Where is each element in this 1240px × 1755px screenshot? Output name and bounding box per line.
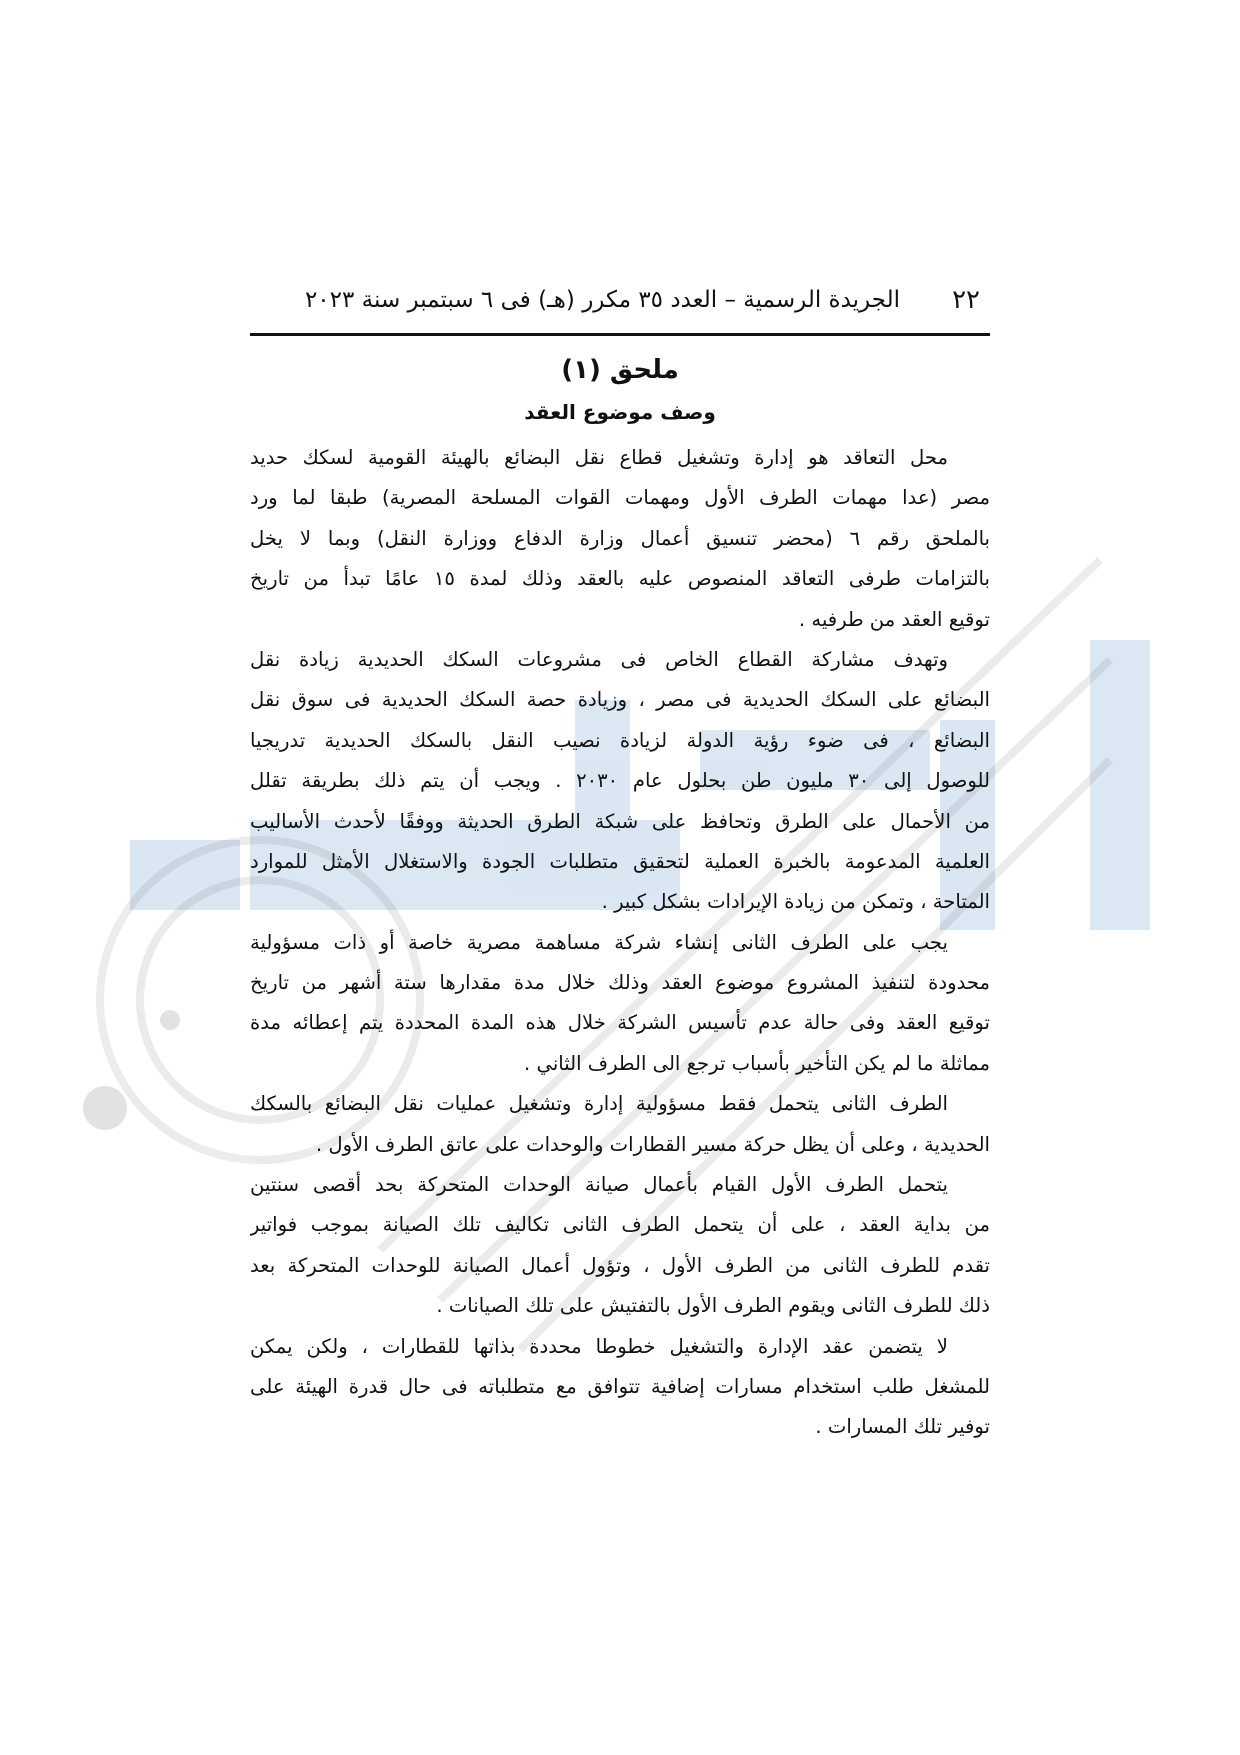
text-line: تقدم للطرف الثانى من الطرف الأول ، وتؤول أعمال الصيانة للوحدات المتحركة بعد — [250, 1253, 990, 1277]
text-line: بالملحق رقم ٦ (محضر تنسيق أعمال وزارة الدفاع ووزارة النقل) وبما لا يخل — [250, 526, 990, 550]
annex-title: ملحق (١) — [561, 355, 679, 385]
page-number: ٢٢ — [952, 285, 980, 315]
text-line: محدودة لتنفيذ المشروع موضوع العقد وذلك خلال مدة مقدارها ستة أشهر من تاريخ — [250, 971, 990, 995]
text-line: الطرف الثانى يتحمل فقط مسؤولية إدارة وتشغيل عمليات نقل البضائع بالسكك — [250, 1092, 948, 1116]
text-line: البضائع ، فى ضوء رؤية الدولة لزيادة نصيب النقل بالسكك الحديدية تدريجيا — [250, 728, 990, 752]
text-line: توفير تلك المسارات . — [815, 1415, 990, 1439]
text-line: لا يتضمن عقد الإدارة والتشغيل خطوطا محددة بذاتها للقطارات ، ولكن يمكن — [250, 1334, 948, 1358]
text-line: من الأحمال على الطرق وتحافظ على شبكة الطرق الحديثة ووفقًا لأحدث الأساليب — [250, 809, 990, 833]
text-line: مصر (عدا مهمات الطرف الأول ومهمات القوات المسلحة المصرية) طبقا لما ورد — [250, 486, 990, 510]
text-line: وتهدف مشاركة القطاع الخاص فى مشروعات السكك الحديدية زيادة نقل — [250, 647, 948, 671]
text-line: العلمية المدعومة بالخبرة العملية لتحقيق متطلبات الجودة والاستغلال الأمثل للموارد — [250, 849, 990, 873]
text-line: المتاحة ، وتمكن من زيادة الإيرادات بشكل كبير . — [601, 890, 990, 914]
text-line: من بداية العقد ، على أن يتحمل الطرف الثانى تكاليف تلك الصيانة بموجب فواتير — [250, 1213, 990, 1237]
text-line: يجب على الطرف الثانى إنشاء شركة مساهمة مصرية خاصة أو ذات مسؤولية — [250, 930, 948, 954]
page-header — [250, 283, 990, 336]
text-line: للوصول إلى ٣٠ مليون طن بحلول عام ٢٠٣٠ . ويجب أن يتم ذلك بطريقة تقلل — [250, 769, 990, 793]
text-line: للمشغل طلب استخدام مسارات إضافية تتوافق مع متطلباته فى حال قدرة الهيئة على — [250, 1374, 990, 1398]
text-line: توقيع العقد وفى حالة عدم تأسيس الشركة خلال هذه المدة المحددة يتم إعطائه مدة — [250, 1011, 990, 1035]
text-line: بالتزامات طرفى التعاقد المنصوص عليه بالعقد وذلك لمدة ١٥ عامًا تبدأ من تاريخ — [250, 567, 990, 591]
text-line: الحديدية ، وعلى أن يظل حركة مسير القطارات والوحدات على عاتق الطرف الأول . — [315, 1132, 990, 1156]
watermark-dot — [83, 1086, 127, 1130]
text-line: يتحمل الطرف الأول القيام بأعمال صيانة الوحدات المتحركة بحد أقصى سنتين — [250, 1173, 948, 1197]
text-line: توقيع العقد من طرفيه . — [798, 607, 990, 631]
body-text — [250, 438, 990, 1448]
annex-subtitle: وصف موضوع العقد — [524, 400, 716, 424]
text-line: ذلك للطرف الثانى ويقوم الطرف الأول بالتفتيش على تلك الصيانات . — [436, 1294, 990, 1318]
watermark-dot — [160, 1010, 180, 1030]
text-line: البضائع على السكك الحديدية فى مصر ، وزيادة حصة السكك الحديدية فى سوق نقل — [250, 688, 990, 712]
watermark-letter-stroke — [130, 840, 240, 910]
running-title: الجريدة الرسمية – العدد ٣٥ مكرر (هـ) فى ٦ سبتمبر سنة ٢٠٢٣ — [304, 287, 900, 313]
text-line: محل التعاقد هو إدارة وتشغيل قطاع نقل البضائع بالهيئة القومية لسكك حديد — [250, 446, 948, 469]
watermark-letter-stroke — [1090, 640, 1150, 930]
text-line: مماثلة ما لم يكن التأخير بأسباب ترجع الى الطرف الثاني . — [524, 1051, 990, 1075]
